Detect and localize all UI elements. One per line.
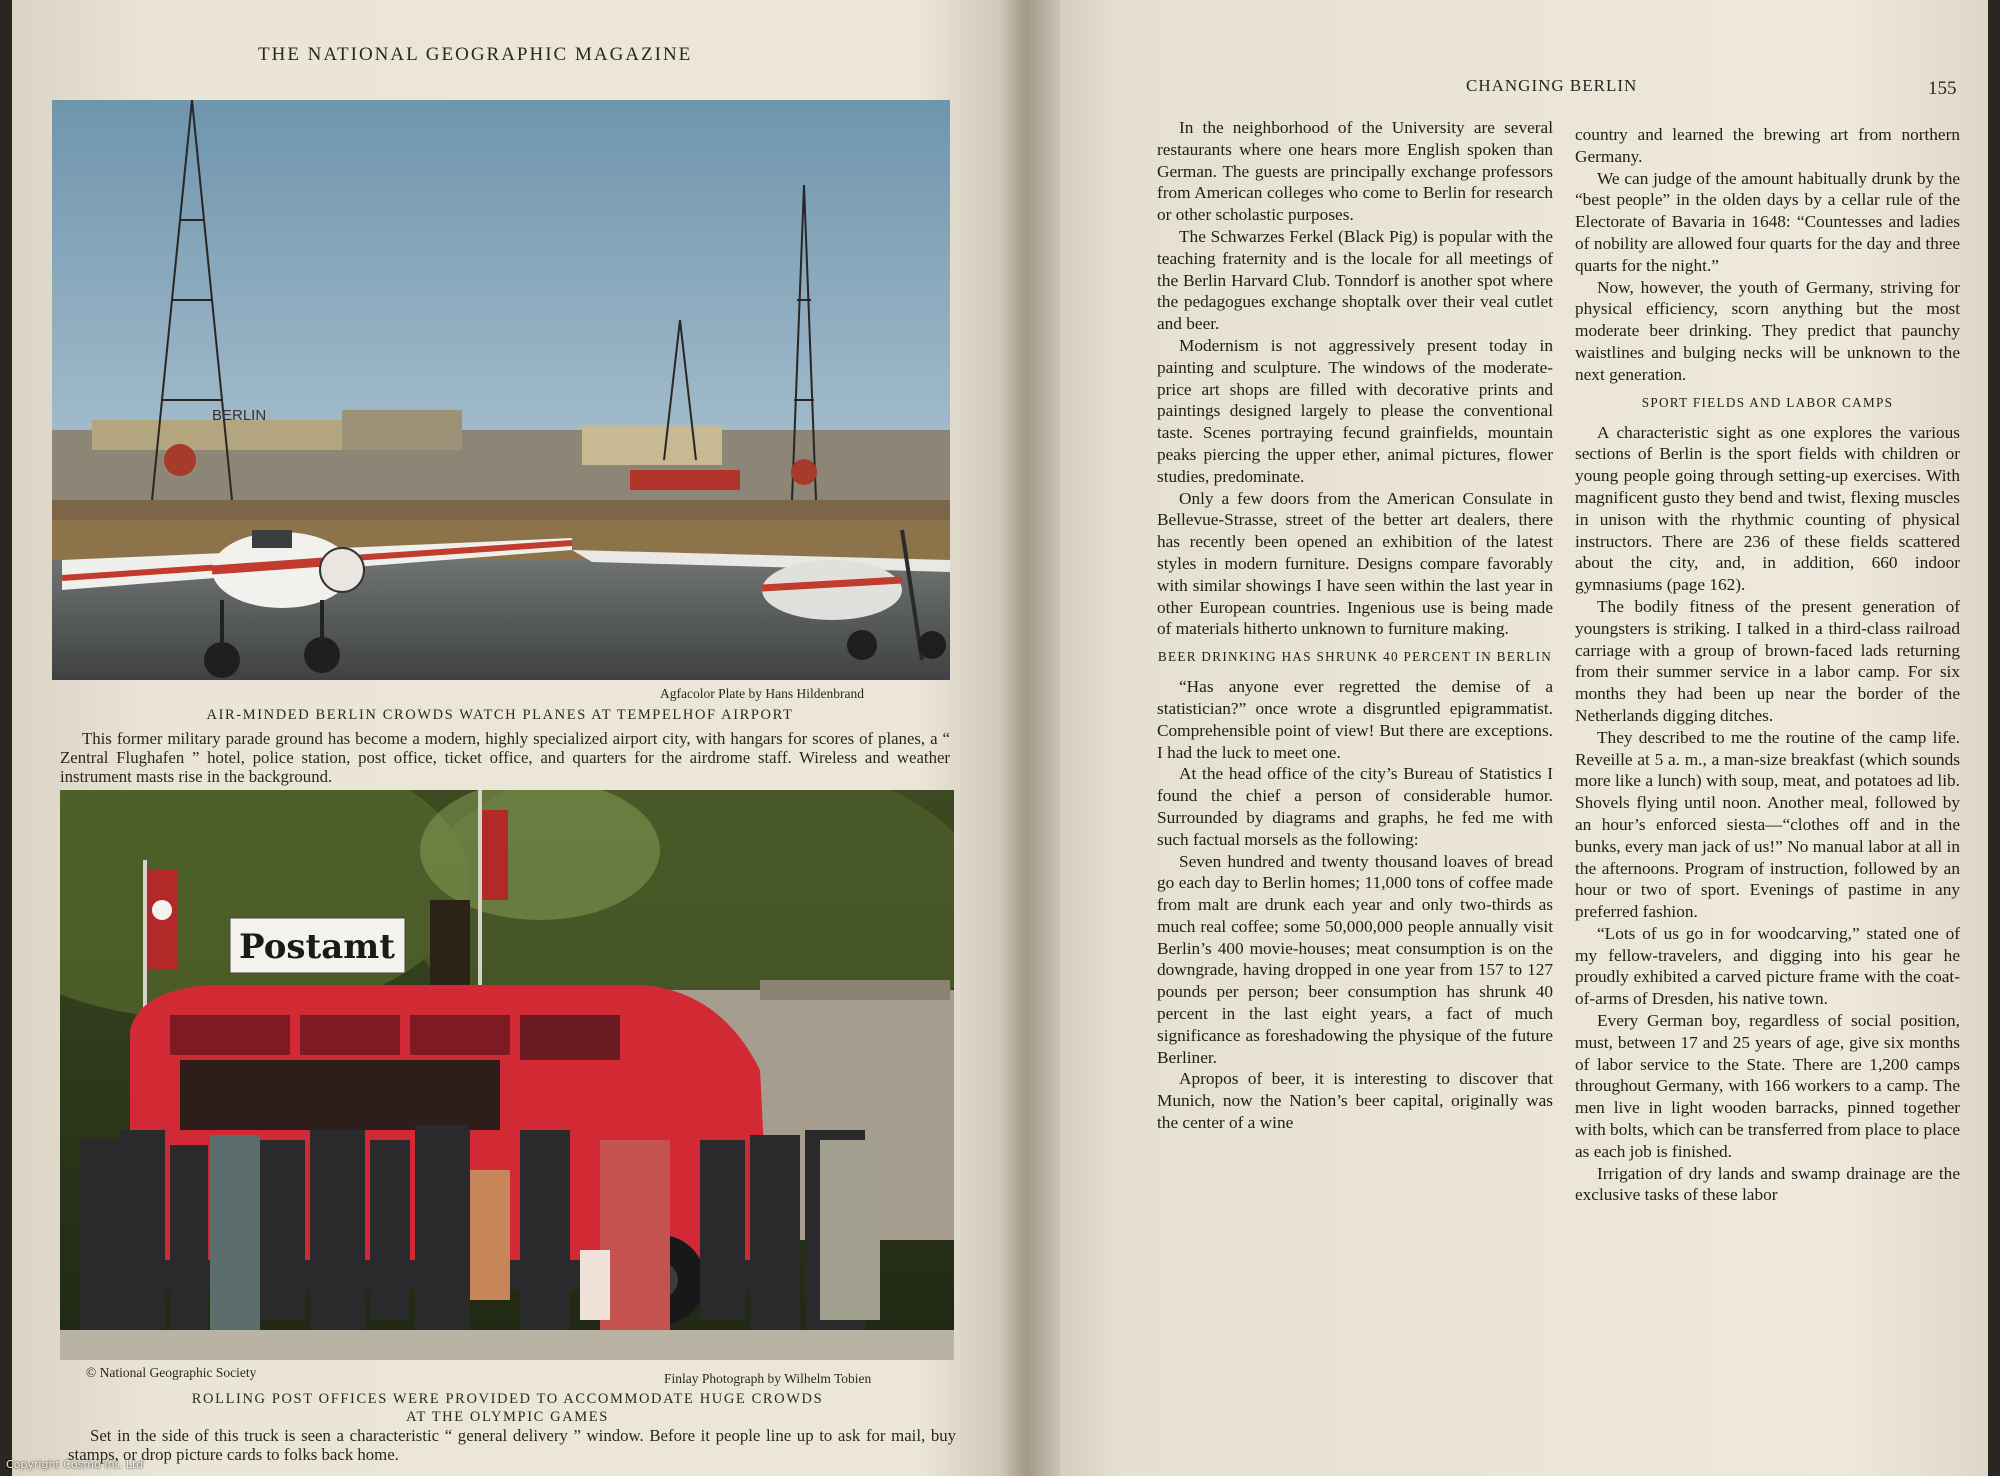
paragraph: Only a few doors from the American Consulate in Bellevue-Strasse, street of the better art dealers, there has recently been opened an exhibition of the latest styles in modern furniture. Designs compare favorably with similar showings I have seen within the last year in other European countries. Ingenious use is being made of materials hitherto unknown to furniture making.	[1157, 488, 1553, 639]
airport-sign: BERLIN	[212, 407, 267, 424]
paragraph: At the head office of the city’s Bureau of Statistics I found the chief a person of considerable humor. Surrounded by diagrams and graphs, he fed me with such factual morsels as the following:	[1157, 764, 1553, 849]
photo-1-credit: Agfacolor Plate by Hans Hildenbrand	[660, 686, 864, 701]
photo-2-credit: Finlay Photograph by Wilhelm Tobien	[664, 1371, 872, 1386]
rolling-post-office-photo	[60, 790, 954, 1360]
paragraph: The bodily fitness of the present generation of youngsters is striking. I talked in a third-class railroad carriage with a group of brown-faced lads returning from their summer service in a labor camp. For six months they had been up near the border of the Netherlands digging ditches.	[1575, 596, 1960, 725]
postamt-banner: Postamt	[239, 927, 395, 967]
section-heading-beer: BEER DRINKING HAS SHRUNK 40 PERCENT IN BERLIN	[1157, 649, 1553, 665]
section-heading-sport: SPORT FIELDS AND LABOR CAMPS	[1641, 394, 1894, 410]
book-gutter	[1000, 0, 1060, 1476]
paragraph: country and learned the brewing art from northern Germany.	[1575, 125, 1960, 166]
text-column-2	[1575, 124, 1960, 1206]
paragraph: Seven hundred and twenty thousand loaves of bread go each day to Berlin homes; 11,000 tons of coffee made from malt are drunk each year and only two-thirds as much real coffee; some 50,000,000 people annually visit Berlin’s 400 movie-houses; meat consumption is on the downgrade, having dropped in one year from 157 to 127 pounds per person; beer consumption has shrunk 40 percent in the last eight years, a fact of much significance as foreshadowing the physique of the future Berliner.	[1157, 851, 1553, 1067]
photo-2-caption-title	[60, 1390, 955, 1426]
running-head-left: THE NATIONAL GEOGRAPHIC MAGAZINE	[258, 44, 693, 65]
photo-2-caption-title-line2: AT THE OLYMPIC GAMES	[406, 1409, 609, 1425]
page-number: 155	[1928, 78, 1957, 99]
photo-2-caption-body: Set in the side of this truck is seen a characteristic “ general delivery ” window. Before it people line up to ask for mail, buy stamps, or drop picture cards to folks back home.	[68, 1426, 956, 1464]
photo-2-caption-title-line1: ROLLING POST OFFICES WERE PROVIDED TO ACCOMMODATE HUGE CROWDS	[191, 1391, 824, 1407]
paragraph: “Lots of us go in for woodcarving,” stated one of my fellow-travelers, and digging into his gear he proudly exhibited a carved picture frame with the coat-of-arms of Dresden, his native town.	[1575, 923, 1960, 1009]
post-office-illustration	[60, 790, 954, 1360]
paragraph: Now, however, the youth of Germany, striving for physical efficiency, scorn anything but the most moderate beer drinking. They predict that paunchy waistlines and bulging necks will be unknown to the next generation.	[1575, 277, 1960, 384]
paragraph: The Schwarzes Ferkel (Black Pig) is popular with the teaching fraternity and is the locale for all meetings of the Berlin Harvard Club. Tonndorf is another spot where the pedagogues exchange shoptalk over their veal cutlet and beer.	[1157, 226, 1553, 334]
paragraph: “Has anyone ever regretted the demise of a statistician?” once wrote a disgruntled epigrammatist. Comprehensible point of view! But there are exceptions. I had the luck to meet one.	[1157, 677, 1553, 762]
paragraph: They described to me the routine of the camp life. Reveille at 5 a. m., a man-size breakfast (which sounds more like a lunch) with soup, meat, and potatoes ad lib. Shovels flying until noon. Another meal, followed by an hour’s enforced siesta—“clothes off and in the bunks, every man jack of us!” No manual labor at all in the afternoons. Program of instruction, followed by an hour or two of sport. Evenings of pastime in any preferred fashion.	[1575, 727, 1960, 922]
paragraph: We can judge of the amount habitually drunk by the “best people” in the olden days by a cellar rule of the Electorate of Bavaria in 1648: “Countesses and ladies of nobility are allowed four quarts for the day and three quarts for the night.”	[1575, 168, 1960, 275]
paragraph: Apropos of beer, it is interesting to discover that Munich, now the Nation’s beer capital, originally was the center of a wine	[1157, 1069, 1553, 1133]
left-edge	[0, 0, 12, 1476]
running-head-right: CHANGING BERLIN	[1466, 76, 1638, 95]
paragraph: A characteristic sight as one explores the various sections of Berlin is the sport fields with children or young people going through setting-up exercises. With magnificent gusto they bend and twist, flexing muscles in unison with the rhythmic counting of physical instructors. There are 236 of these fields scattered about the city, and, in addition, 660 indoor gymnasiums (page 162).	[1575, 422, 1960, 595]
tempelhof-airport-photo	[52, 100, 950, 680]
paragraph: In the neighborhood of the University are several restaurants where one hears more English spoken than German. The guests are principally exchange professors from American colleges who come to Berlin for research or other scholastic purposes.	[1157, 118, 1553, 225]
paragraph: Irrigation of dry lands and swamp drainage are the exclusive tasks of these labor	[1575, 1163, 1960, 1205]
copyright-watermark: Copyright Cosmo Int. Ltd	[6, 1458, 144, 1471]
photo-1-caption-body: This former military parade ground has become a modern, highly specialized airport city, with hangars for scores of planes, a “ Zentral Flughafen ” hotel, police station, post office, ticket office, and quarters for the airdrome staff. Wireless and weather instrument masts rise in the background.	[60, 729, 950, 786]
text-column-1	[1157, 117, 1553, 1134]
airport-illustration	[52, 100, 950, 680]
photo-1-caption-title: AIR-MINDED BERLIN CROWDS WATCH PLANES AT TEMPELHOF AIRPORT	[206, 707, 794, 723]
paragraph: Modernism is not aggressively present today in painting and sculpture. The windows of the moderate-price art shops are filled with decorative prints and paintings designed largely to please the conventional taste. Scenes portraying fecund grainfields, mountain peaks piercing the upper ether, animal pictures, flower studies, predominate.	[1157, 335, 1553, 486]
photo-2-copyright: © National Geographic Society	[86, 1365, 257, 1380]
paragraph: Every German boy, regardless of social position, must, between 17 and 25 years of age, give six months of labor service to the State. There are 1,200 camps throughout Germany, with 166 workers to a camp. The men live in light wooden barracks, pinned together with bolts, which can be transferred from place to place as each job is finished.	[1575, 1011, 1960, 1161]
right-edge	[1988, 0, 2000, 1476]
